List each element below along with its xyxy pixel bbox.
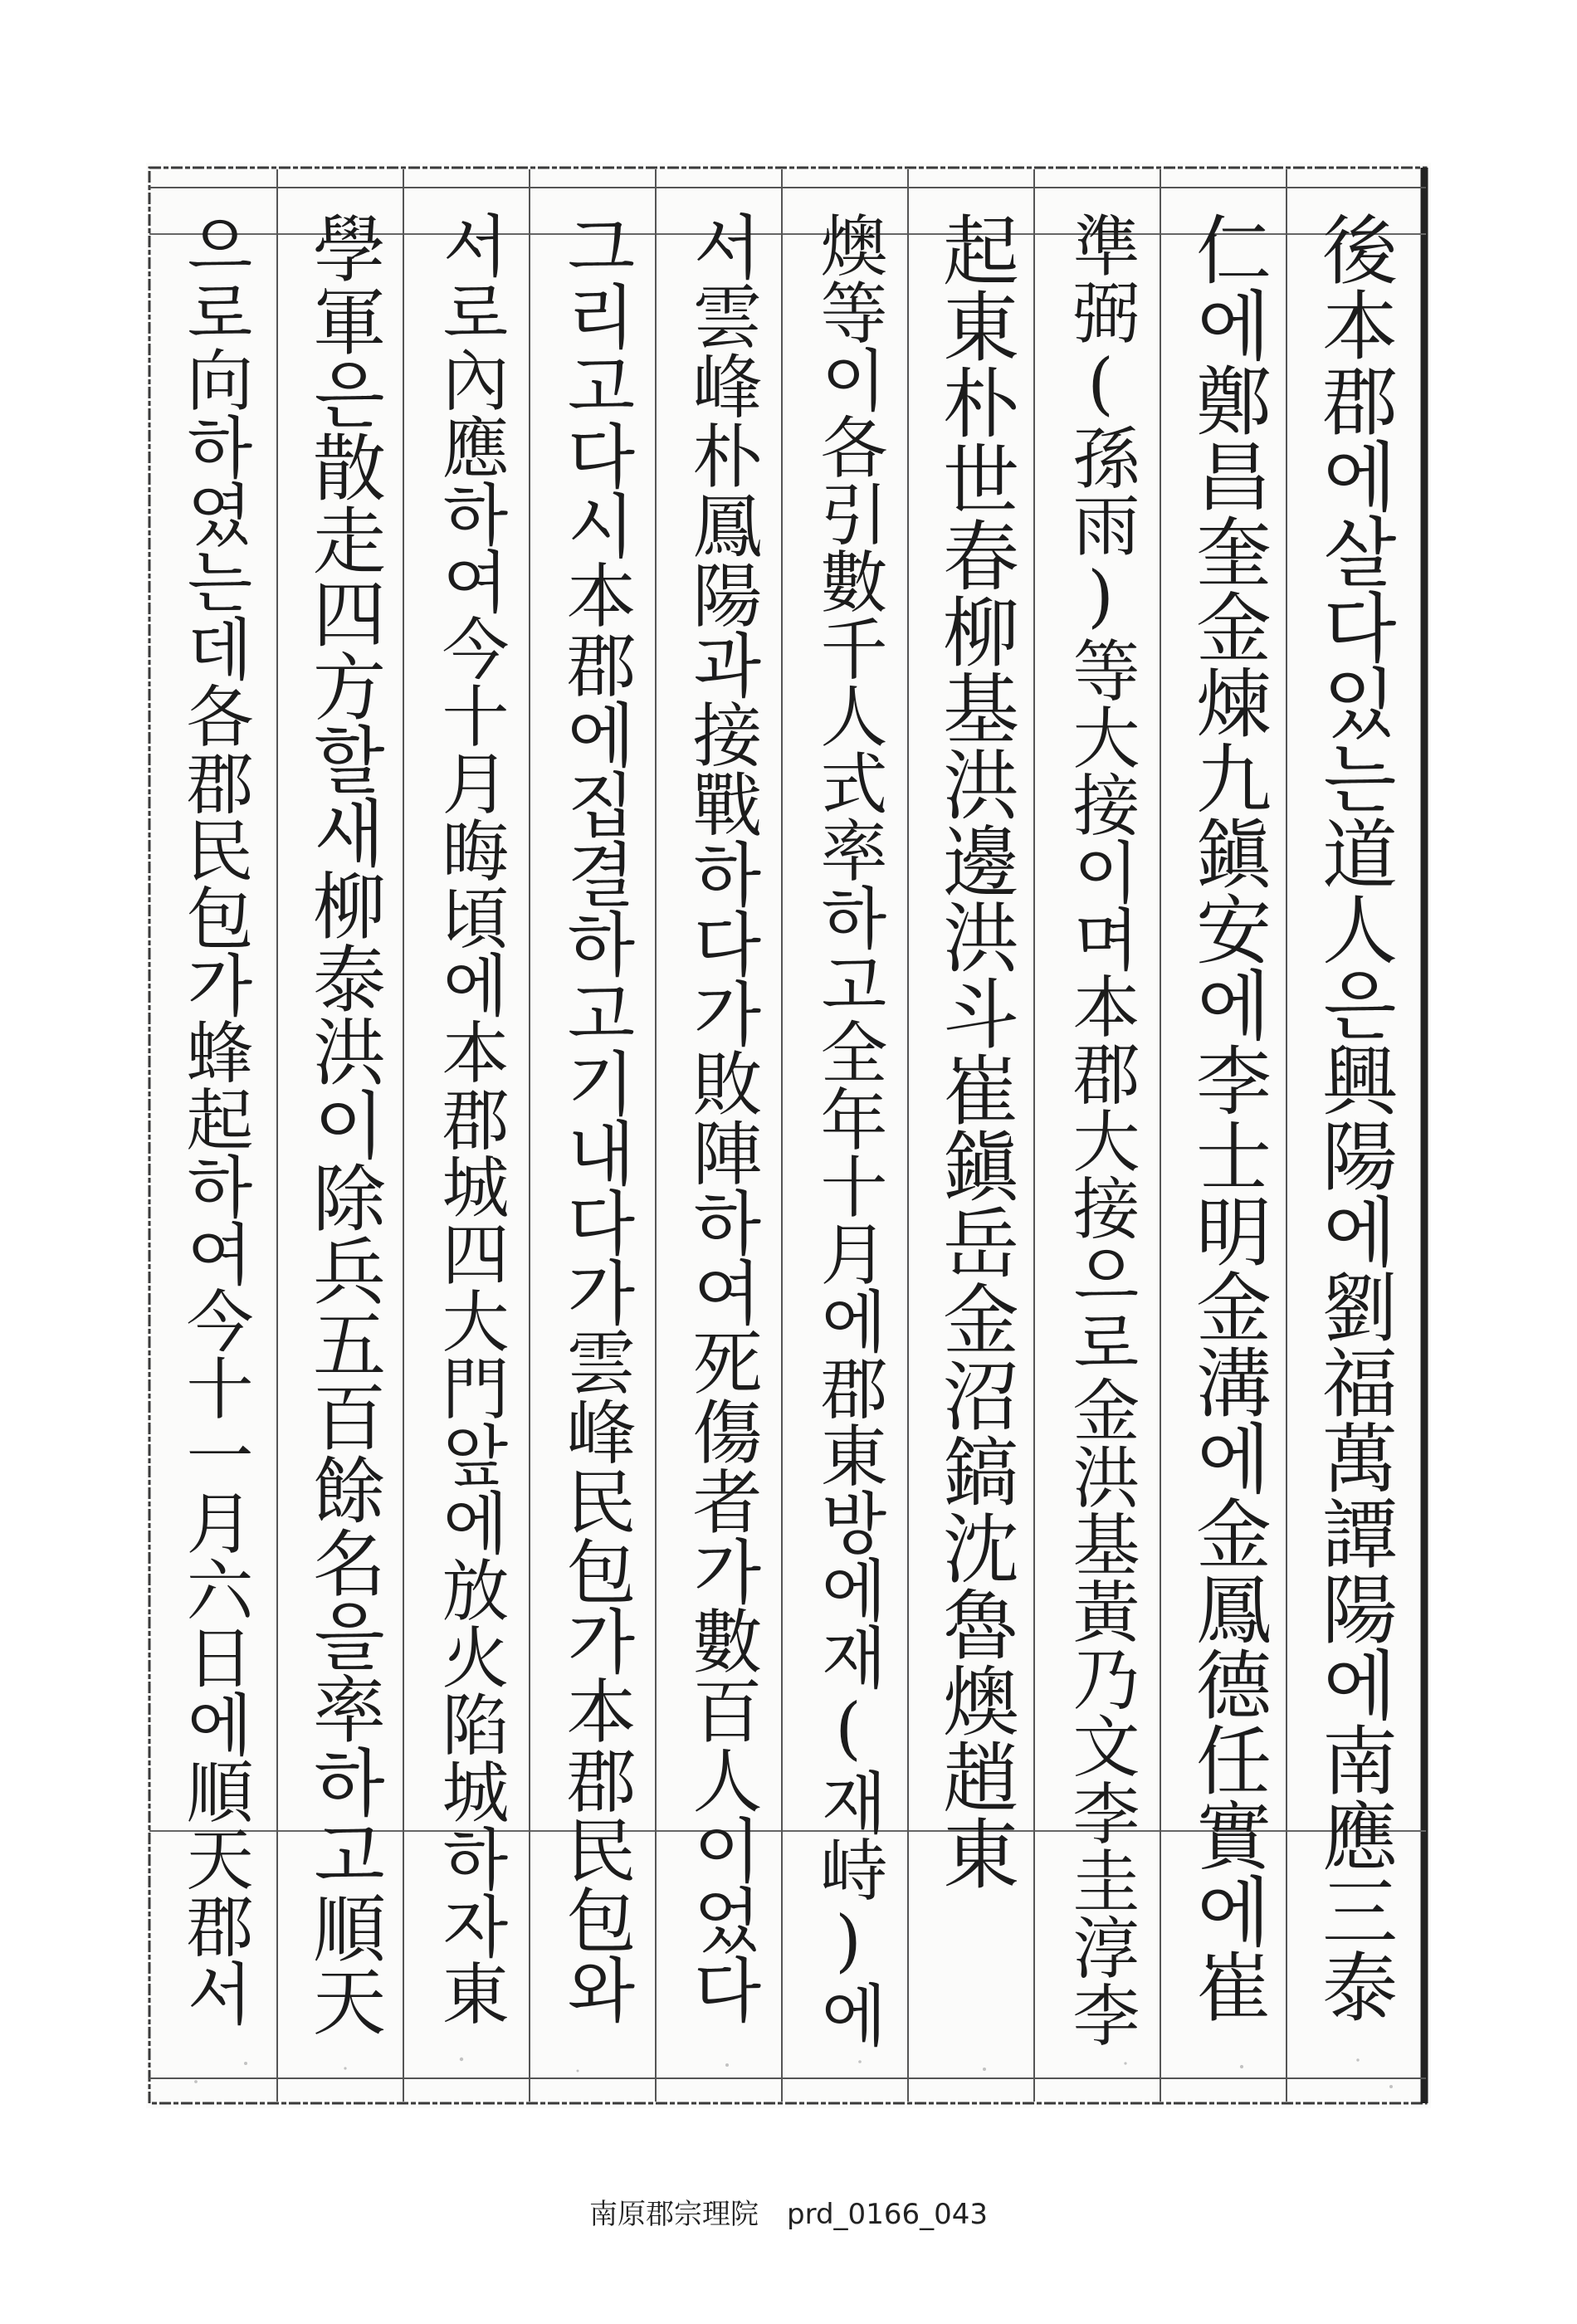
text-column-3 (1039, 211, 1162, 2062)
text-column-8 (408, 211, 531, 2062)
text-column-7 (535, 211, 657, 2062)
column-text: 準弼(孫雨)等大接이며本郡大接으로金洪基黃乃文李圭淳李 (1062, 211, 1140, 2048)
text-column-4 (913, 211, 1036, 2062)
column-text: 그리고다시本郡에집결하고기내다가雲峰民包가本郡民包와 (555, 211, 637, 2024)
manuscript-page (146, 163, 1431, 2108)
text-column-1 (1291, 211, 1414, 2062)
column-text: 後本郡에살다있는道人은興陽에劉福萬譚陽에南應三泰 (1310, 211, 1397, 2024)
text-column-5 (787, 211, 910, 2062)
text-column-10 (153, 211, 276, 2062)
column-text: 으로向하였는데各郡民包가蜂起하여今十一月六日에順天郡서 (175, 211, 253, 2026)
text-column-6 (661, 211, 784, 2062)
column-text: 서雲峰朴鳳陽과接戰하다가敗陣하여死傷者가數百人이었다 (681, 211, 763, 2024)
text-column-9 (282, 211, 405, 2062)
column-text: 燠等이各引數千人式率하고全年十月에郡東방에재(재峙)에 (809, 211, 887, 2048)
column-text: 仁에鄭昌奎金煉九鎭安에李士明金溝에金鳳德任實에崔 (1184, 211, 1271, 2024)
column-text: 서로內應하여今十月晦頃에本郡城四大門앞에放火陷城하자東 (431, 211, 509, 2026)
page-caption: 南原郡宗理院 prd_0166_043 (589, 2198, 988, 2231)
column-text: 起東朴世春柳基洪邊洪斗崔鎭岳金沼鎬沈魯燠趙東 (930, 211, 1019, 1891)
text-column-2 (1165, 211, 1288, 2062)
column-text: 學軍은散走四方할새柳泰洪이除兵五百餘名을率하고順天 (301, 211, 387, 2037)
